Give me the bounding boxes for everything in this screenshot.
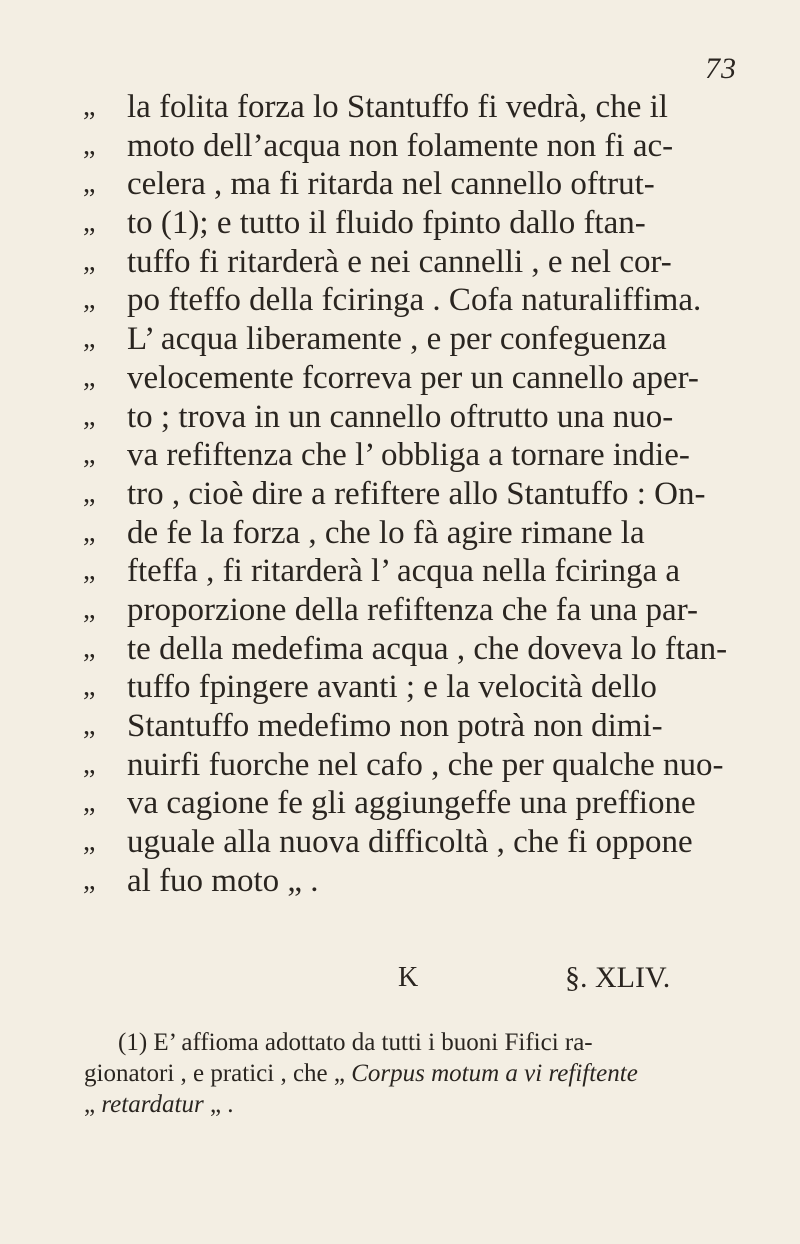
line-text: la folita forza lo Stantuffo fi vedrà, che il: [127, 89, 668, 125]
text-line: [0, 746, 800, 785]
line-text: moto dell’acqua non folamente non fi ac-: [127, 127, 674, 164]
text-line: [0, 475, 800, 514]
text-line: [0, 359, 800, 398]
quote-mark: „: [83, 245, 96, 277]
line-text: fteffa , fi ritarderà l’ acqua nella fciringa a: [127, 553, 681, 590]
text-line: [0, 823, 800, 862]
quote-mark: „: [83, 632, 96, 664]
text-line: [0, 127, 800, 166]
line-text: al fuo moto „ .: [127, 862, 319, 899]
text-line: [0, 88, 800, 127]
quote-mark: „: [83, 400, 96, 432]
body-text: [0, 88, 800, 900]
line-text: uguale alla nuova difficoltà , che fi oppone: [127, 824, 693, 861]
text-line: [0, 591, 800, 630]
text-line: [0, 514, 800, 553]
quote-mark: „: [83, 826, 96, 858]
text-line: [0, 784, 800, 823]
line-text: velocemente fcorreva per un cannello aper-: [127, 359, 699, 396]
text-line: [0, 320, 800, 359]
page-number: 73: [705, 52, 737, 85]
footnote-line: (1) E’ affioma adottato da tutti i buoni Fifici ra-: [118, 1029, 593, 1056]
quote-mark: „: [83, 671, 96, 703]
quote-mark: „: [83, 168, 96, 200]
quote-mark: „: [83, 477, 96, 509]
quote-mark: „: [83, 323, 96, 355]
line-text: to ; trova in un cannello oftrutto una nuo-: [127, 398, 674, 435]
text-line: [0, 668, 800, 707]
footnote: [84, 1027, 724, 1120]
quote-mark: „: [83, 787, 96, 819]
footnote-latin-quote: Corpus motum a vi refiftente: [351, 1060, 638, 1087]
line-text: de fe la forza , che lo fà agire rimane la: [127, 514, 645, 551]
text-line: [0, 165, 800, 204]
text-line: [0, 204, 800, 243]
quote-mark: „: [83, 439, 96, 471]
line-text: po fteffo della fciringa . Cofa naturaliffima.: [127, 282, 702, 319]
quote-mark: „: [83, 207, 96, 239]
signature-mark: K: [398, 962, 419, 993]
text-line: [0, 630, 800, 669]
quote-mark: „: [83, 516, 96, 548]
footnote-line: [84, 1089, 724, 1120]
quote-mark: „: [83, 361, 96, 393]
line-text: tuffo fi ritarderà e nei cannelli , e nel cor-: [127, 243, 672, 280]
line-text: celera , ma fi ritarda nel cannello oftrut-: [127, 166, 655, 203]
line-text: L’ acqua liberamente , e per confeguenza: [127, 321, 667, 358]
text-line: [0, 552, 800, 591]
line-text: va cagione fe gli aggiungeffe una preffione: [127, 785, 696, 822]
quote-mark: „: [83, 593, 96, 625]
line-text: te della medefima acqua , che doveva lo ftan-: [127, 630, 728, 667]
footnote-text: „: [84, 1091, 102, 1118]
quote-mark: „: [83, 129, 96, 161]
page-footer: [0, 958, 800, 998]
footnote-text: gionatori , e pratici , che „: [84, 1060, 352, 1087]
quote-mark: „: [83, 748, 96, 780]
line-text: proporzione della refiftenza che fa una par-: [127, 591, 699, 628]
text-line: [0, 281, 800, 320]
footnote-latin-quote: retardatur: [101, 1091, 204, 1118]
quote-mark: „: [83, 710, 96, 741]
line-text: tro , cioè dire a refiftere allo Stantuffo : On-: [127, 475, 706, 512]
quote-mark: „: [83, 864, 96, 896]
line-text: tuffo fpingere avanti ; e la velocità dello: [127, 669, 657, 706]
next-section-heading: §. XLIV.: [565, 961, 671, 994]
line-text: va refiftenza che l’ obbliga a tornare indie-: [127, 437, 690, 474]
line-text: nuirfi fuorche nel cafo , che per qualche nuo-: [127, 746, 724, 783]
text-line: [0, 243, 800, 282]
quote-mark: „: [83, 284, 96, 316]
quote-mark: „: [83, 91, 96, 122]
line-text: Stantuffo medefimo non potrà non dimi-: [127, 708, 663, 744]
footnote-line: [84, 1058, 724, 1089]
quote-mark: „: [83, 555, 96, 587]
text-line: [0, 398, 800, 437]
text-line: [0, 862, 800, 901]
text-line: [0, 707, 800, 746]
text-line: [0, 436, 800, 475]
footnote-text: „ .: [203, 1091, 234, 1118]
line-text: to (1); e tutto il fluido fpinto dallo ftan-: [127, 205, 646, 242]
